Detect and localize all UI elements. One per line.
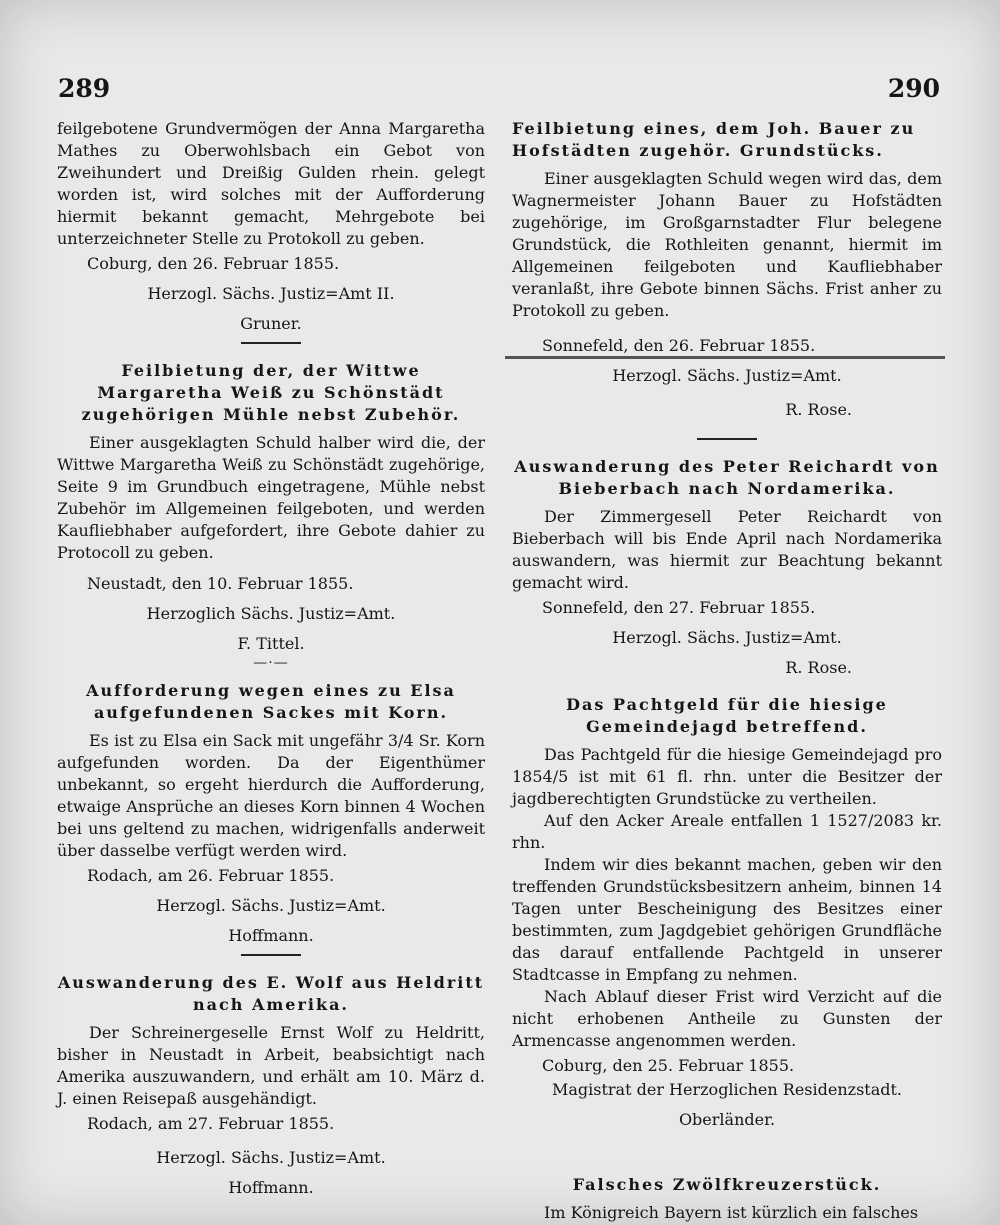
signer: R. Rose. [785, 400, 852, 419]
left-column [57, 118, 485, 1200]
right-column [512, 118, 942, 1224]
notice-body: Der Zimmergesell Peter Reichardt von Bieberbach will bis Ende April nach Nordamerika auswandern, was hiermit zur Beachtung bekannt gemacht wird. [512, 507, 942, 592]
intro-text: feilgebotene Grundvermögen der Anna Margaretha Mathes zu Oberwohlsbach ein Gebot von Zweihundert und Dreißig Gulden rhein. gelegt worden ist, wird solches mit der Aufforderung hiermit bekannt gemacht, Mehrgebote bei unterzeichneter Stelle zu Protokoll zu geben. [57, 119, 485, 248]
notice-body: Auf den Acker Areale entfallen 1 1527/2083 kr. rhn. [512, 811, 942, 852]
dateline: Rodach, am 27. Februar 1855. [87, 1114, 335, 1133]
notice-heading: Feilbietung eines, dem Joh. Bauer zu Hofstädten zugehör. Grundstücks. [512, 119, 916, 160]
signer: Hoffmann. [228, 1178, 314, 1197]
authority: Magistrat der Herzoglichen Residenzstadt. [551, 1080, 903, 1099]
separator [512, 432, 942, 446]
signer: F. Tittel. [237, 634, 305, 653]
separator [57, 948, 485, 962]
notice-body: Das Pachtgeld für die hiesige Gemeindejagd pro 1854/5 ist mit 61 fl. rhn. unter die Besitzer der jagdberechtigten Grundstücke zu vertheilen. [512, 745, 942, 808]
separator: —·— [253, 655, 289, 671]
dateline: Coburg, den 26. Februar 1855. [87, 254, 340, 273]
authority: Herzogl. Sächs. Justiz=Amt. [156, 1148, 386, 1167]
notice-body: Der Schreinergeselle Ernst Wolf zu Heldritt, bisher in Neustadt in Arbeit, beabsichtigt nach Amerika auszuwandern, und erhält am 10. März d. J. einen Reisepaß ausgehändigt. [57, 1023, 485, 1108]
notice-body: Im Königreich Bayern ist kürzlich ein falsches [544, 1203, 919, 1222]
dateline: Sonnefeld, den 26. Februar 1855. [542, 336, 816, 355]
notice-body: Indem wir dies bekannt machen, geben wir den treffenden Grundstücksbesitzern anheim, binnen 14 Tagen unter Bescheinigung des Besitzes einer bestimmten, zum Jagdgebiet gehörigen Grundfläche das darauf entfallende Pachtgeld in unserer Stadtcasse in Empfang zu nehmen. [512, 855, 942, 984]
signer: Oberländer. [678, 1110, 776, 1129]
page-number-right: 290 [887, 74, 940, 103]
notice-heading: Aufforderung wegen eines zu Elsa aufgefundenen Sackes mit Korn. [86, 681, 456, 722]
authority: Herzogl. Sächs. Justiz=Amt. [612, 366, 842, 385]
authority: Herzogl. Sächs. Justiz=Amt II. [147, 284, 395, 303]
notice-heading: Auswanderung des E. Wolf aus Heldritt nach Amerika. [57, 973, 485, 1014]
notice-body: Einer ausgeklagten Schuld wegen wird das, dem Wagnermeister Johann Bauer zu Hofstädten zugehörige, im Großgarnstadter Flur belegene Grundstück, die Rothleiten genannt, hiermit im Allgemeinen feilgeboten und Kaufliebhaber veranlaßt, ihre Gebote binnen Sächs. Frist anher zu Protokoll zu geben. [512, 169, 942, 320]
signer: Gruner. [240, 314, 302, 333]
signer: R. Rose. [785, 658, 852, 677]
dateline: Rodach, am 26. Februar 1855. [87, 866, 335, 885]
notice-body: Nach Ablauf dieser Frist wird Verzicht auf die nicht erhobenen Antheile zu Gunsten der Armencasse angenommen werden. [512, 987, 942, 1050]
notice-heading: Auswanderung des Peter Reichardt von Bieberbach nach Nordamerika. [514, 457, 940, 498]
notice-body: Es ist zu Elsa ein Sack mit ungefähr 3/4 Sr. Korn aufgefunden worden. Da der Eigenthümer unbekannt, so ergeht hierdurch die Aufforderung, etwaige Ansprüche an dieses Korn binnen 4 Wochen bei uns geltend zu machen, widrigenfalls anderweit über dasselbe verfügt werden wird. [57, 731, 485, 860]
authority: Herzogl. Sächs. Justiz=Amt. [612, 628, 842, 647]
notice-body: Einer ausgeklagten Schuld halber wird die, der Wittwe Margaretha Weiß zu Schönstädt zugehörige, Seite 9 im Grundbuch eingetragene, Mühle nebst Zubehör im Allgemeinen feilgeboten, und werden Kaufliebhaber aufgefordert, ihre Gebote dahier zu Protocoll zu geben. [57, 433, 485, 562]
page-number-left: 289 [58, 74, 111, 103]
signer: Hoffmann. [228, 926, 314, 945]
notice-heading: Falsches Zwölfkreuzerstück. [572, 1175, 882, 1194]
dateline: Sonnefeld, den 27. Februar 1855. [542, 598, 816, 617]
notice-heading: Das Pachtgeld für die hiesige Gemeindejagd betreffend. [566, 695, 888, 736]
dateline: Neustadt, den 10. Februar 1855. [87, 574, 354, 593]
authority: Herzogl. Sächs. Justiz=Amt. [156, 896, 386, 915]
separator [57, 336, 485, 350]
authority: Herzoglich Sächs. Justiz=Amt. [146, 604, 396, 623]
notice-heading: Feilbietung der, der Wittwe Margaretha Weiß zu Schönstädt zugehörigen Mühle nebst Zubehör. [81, 361, 461, 424]
dateline: Coburg, den 25. Februar 1855. [542, 1056, 795, 1075]
